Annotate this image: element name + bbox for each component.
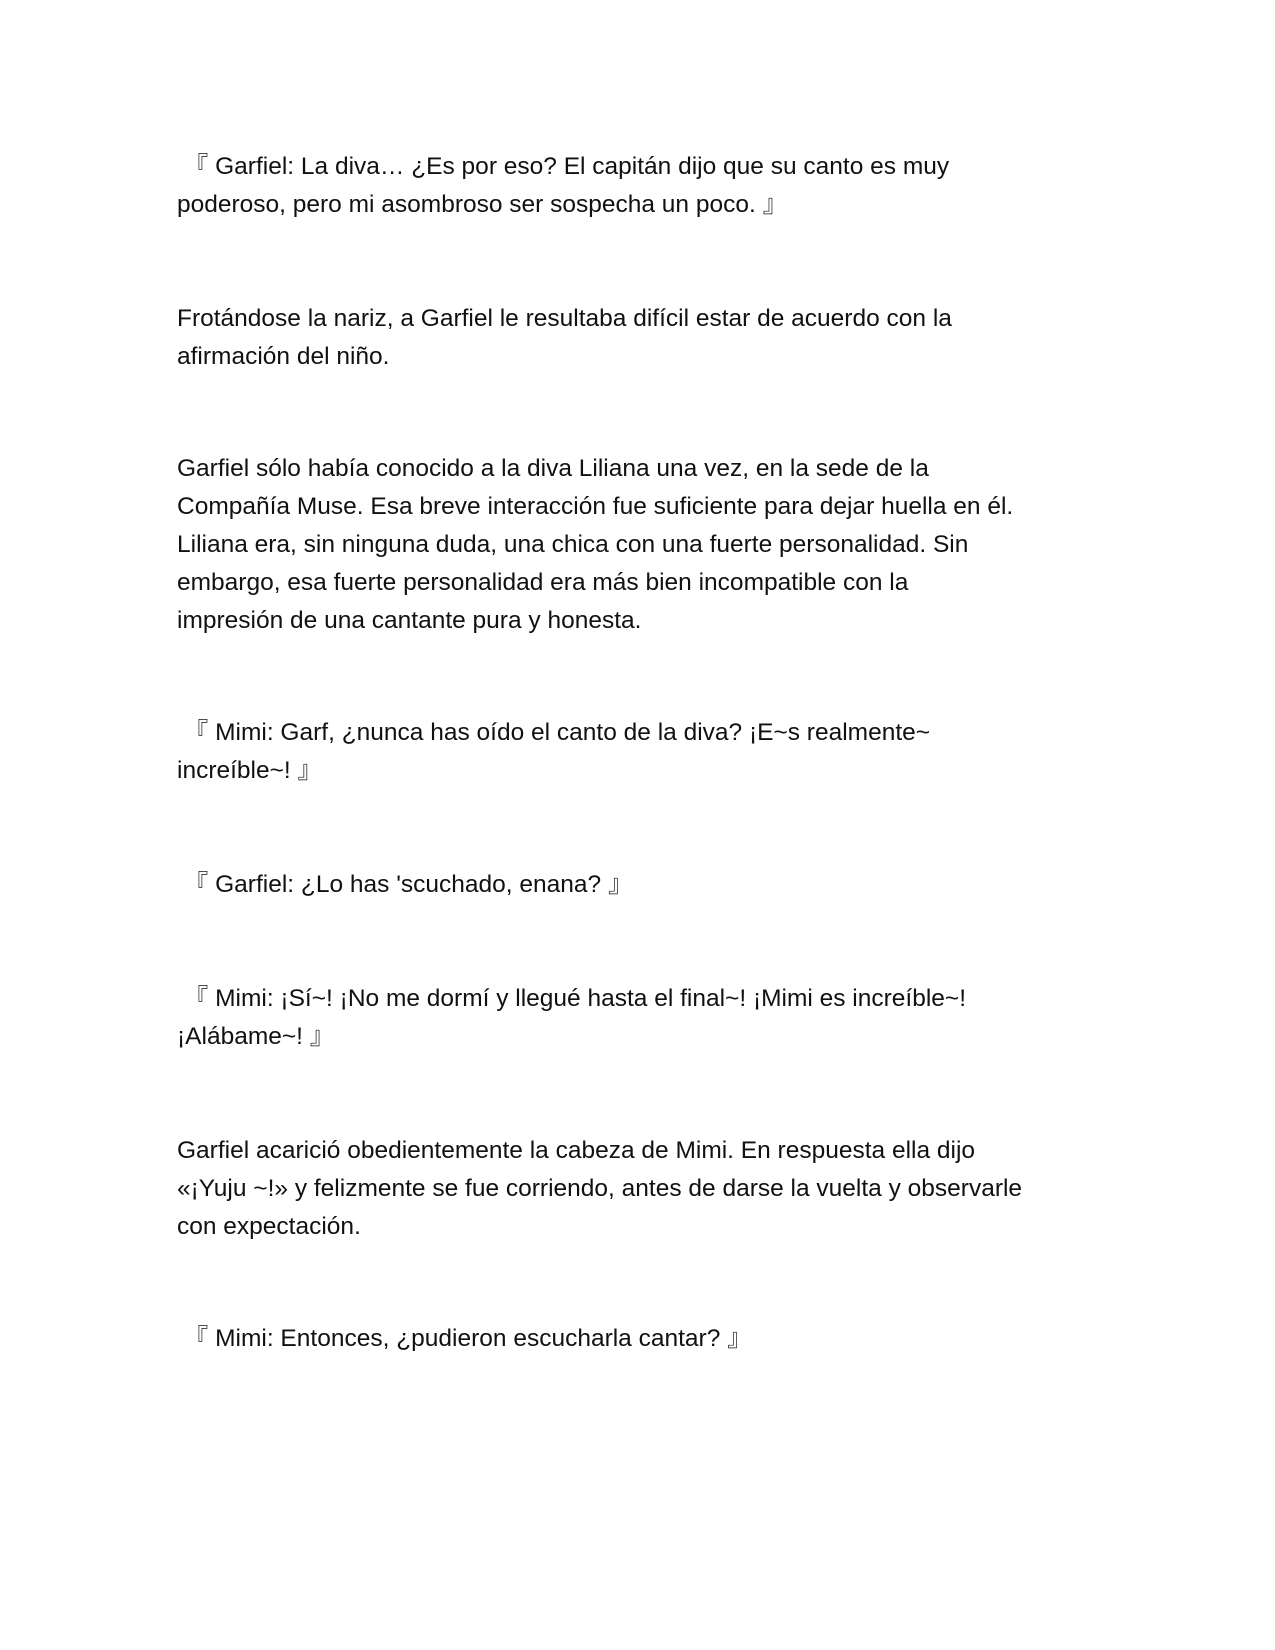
dialogue-garfiel-heard-it: 『 Garfiel: ¿Lo has 'scuchado, enana? 』 bbox=[177, 871, 633, 898]
dialogue-mimi-praise: 『 Mimi: ¡Sí~! ¡No me dormí y llegué hasta el final~! ¡Mimi es increíble~! ¡Alábame~! 』 bbox=[177, 985, 967, 1050]
narration-liliana: Garfiel sólo había conocido a la diva Liliana una vez, en la sede de la Compañía Muse. Esa breve interacción fue suficiente para dejar huella en él. Liliana era, sin ninguna duda, una chica con una fuerte personalidad. Sin embargo, esa fuerte personalidad era más bien incompatible con la impresión de una cantante pura y honesta. bbox=[177, 455, 1014, 634]
dialogue-mimi-never-heard: 『 Mimi: Garf, ¿nunca has oído el canto de la diva? ¡E~s realmente~ increíble~! 』 bbox=[177, 719, 931, 784]
narration-head-pat: Garfiel acarició obedientemente la cabeza de Mimi. En respuesta ella dijo «¡Yuju ~!» y felizmente se fue corriendo, antes de darse la vuelta y observarle con expectación. bbox=[177, 1137, 1023, 1240]
dialogue-garfiel-diva: 『 Garfiel: La diva… ¿Es por eso? El capitán dijo que su canto es muy poderoso, pero mi asombroso ser sospecha un poco. 』 bbox=[177, 153, 950, 218]
dialogue-mimi-question: 『 Mimi: Entonces, ¿pudieron escucharla cantar? 』 bbox=[177, 1325, 752, 1352]
narration-nose-rub: Frotándose la nariz, a Garfiel le resultaba difícil estar de acuerdo con la afirmación del niño. bbox=[177, 305, 952, 370]
